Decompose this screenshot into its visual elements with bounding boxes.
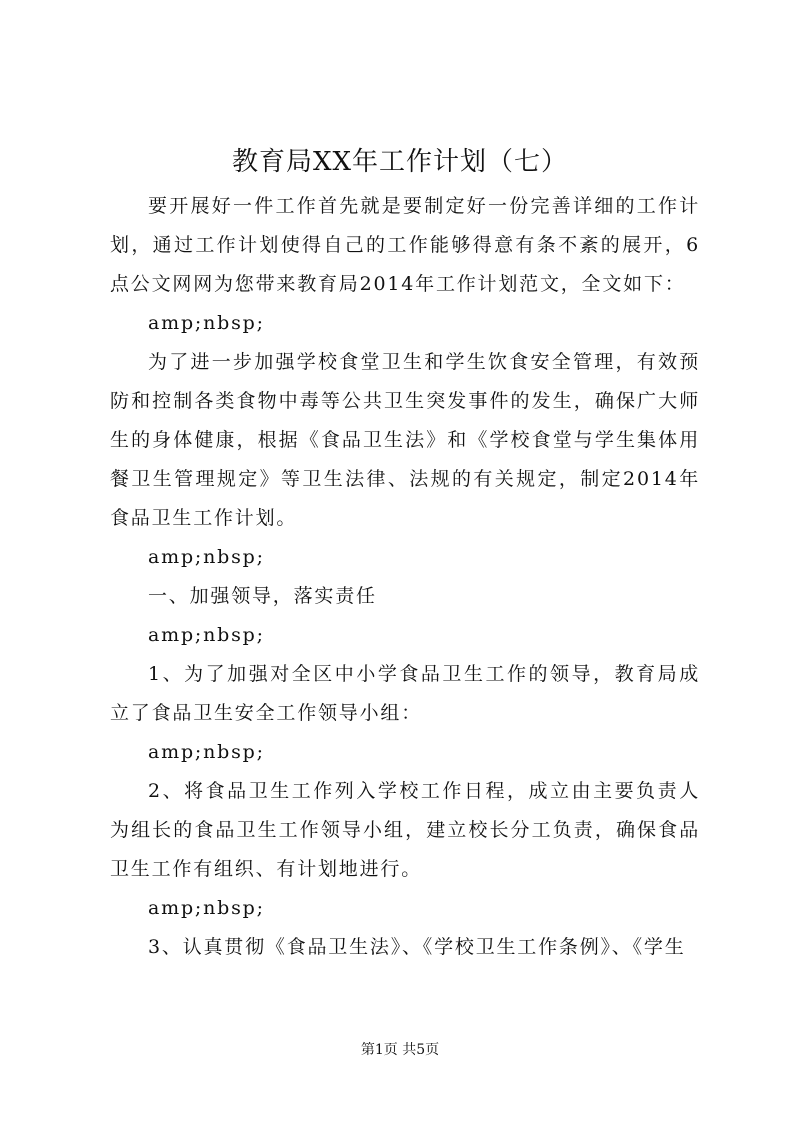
paragraph-purpose: 为了进一步加强学校食堂卫生和学生饮食安全管理，有效预防和控制各类食物中毒等公共卫生突发事件的发生，确保广大师生的身体健康，根据《食品卫生法》和《学校食堂与学生集体用餐卫生管理规定》等卫生法律、法规的有关规定，制定2014年食品卫生工作计划。 — [110, 351, 700, 529]
paragraph-item-1: 1、为了加强对全区中小学食品卫生工作的领导，教育局成立了食品卫生安全工作领导小组： — [110, 663, 700, 724]
paragraph-item-2: 2、将食品卫生工作列入学校工作日程，成立由主要负责人为组长的食品卫生工作领导小组，建立校长分工负责，确保食品卫生工作有组织、有计划地进行。 — [110, 780, 700, 880]
paragraph-intro: 要开展好一件工作首先就是要制定好一份完善详细的工作计划，通过工作计划使得自己的工作能够得意有条不紊的展开，6点公文网网为您带来教育局2014年工作计划范文，全文如下： — [110, 195, 700, 295]
section-heading-1: 一、加强领导，落实责任 — [148, 585, 377, 607]
paragraph-nbsp: amp;nbsp; — [148, 741, 265, 763]
page-number-footer: 第1页 共5页 — [360, 1042, 440, 1058]
paragraph-item-3: 3、认真贯彻《食品卫生法》、《学校卫生工作条例》、《学生 — [148, 936, 686, 958]
paragraph-nbsp: amp;nbsp; — [148, 312, 265, 334]
document-body — [110, 187, 700, 967]
paragraph-nbsp: amp;nbsp; — [148, 546, 265, 568]
paragraph-nbsp: amp;nbsp; — [148, 624, 265, 646]
paragraph-nbsp: amp;nbsp; — [148, 897, 265, 919]
document-title: 教育局XX年工作计划（七） — [231, 147, 569, 177]
